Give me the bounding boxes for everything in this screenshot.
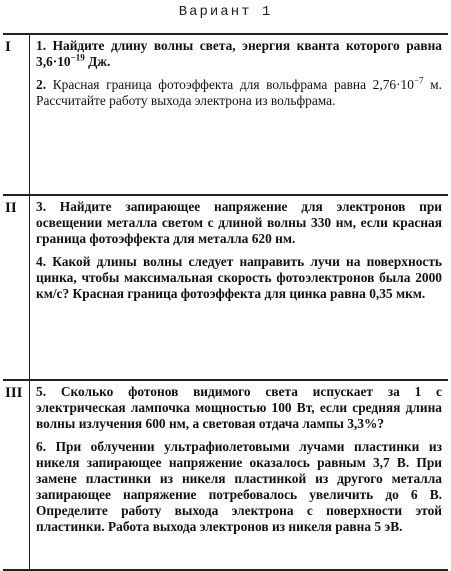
section-3	[3, 379, 448, 569]
task-2	[36, 77, 442, 109]
task-text: Найдите запирающее напряжение для электронов при освещении металла светом с длиной волны 330 нм, если красная граница фотоэффекта для металла 620 нм.	[36, 199, 442, 246]
exponent: −7	[413, 75, 424, 86]
task-text-tail: Дж.	[84, 54, 111, 69]
section-number: III	[5, 385, 23, 401]
task-1	[36, 38, 442, 70]
section-tasks	[36, 384, 442, 542]
task-text: Какой длины волны следует направить лучи на поверхность цинка, чтобы максимальная скорость фотоэлектронов была 2000 км/с? Красная граница фотоэффекта для цинка равна 0,35 мкм.	[36, 254, 442, 301]
tasks-table	[3, 33, 448, 571]
task-number: 3.	[36, 199, 47, 214]
task-text-tail: м. Рассчитайте работу выхода электрона из вольфрама.	[36, 77, 442, 108]
section-number: II	[5, 200, 17, 216]
exponent: −19	[70, 52, 85, 63]
task-number: 5.	[36, 384, 47, 399]
task-number: 6.	[36, 439, 47, 454]
task-3	[36, 199, 442, 247]
task-number: 2.	[36, 77, 47, 92]
task-number: 1.	[36, 38, 47, 53]
section-tasks	[36, 38, 442, 116]
task-text: При облучении ультрафиолетовыми лучами пластинки из никеля запирающее напряжение оказалось равным 3,7 В. При замене пластинки из никеля пластинкой из другого металла запирающее напряжение потребовалось увеличить до 6 В. Определите работу выхода электрона с поверхности этой пластинки. Работа выхода электронов из никеля равна 5 эВ.	[36, 439, 442, 534]
section-2	[3, 194, 448, 379]
variant-title: Вариант 1	[178, 4, 273, 20]
section-1	[3, 35, 448, 192]
task-4	[36, 254, 442, 302]
section-number: I	[5, 39, 11, 55]
section-tasks	[36, 199, 442, 309]
task-number: 4.	[36, 254, 47, 269]
task-5	[36, 384, 442, 432]
task-6	[36, 439, 442, 535]
task-text: Сколько фотонов видимого света испускает за 1 с электрическая лампочка мощностью 100 Вт, если средняя длина волны излучения 600 нм, а световая отдача лампы 3,3%?	[36, 384, 442, 431]
task-text: Красная граница фотоэффекта для вольфрама равна 2,76·10	[52, 77, 414, 92]
task-text: Найдите длину волны света, энергия кванта которого равна 3,6·10	[36, 38, 442, 69]
